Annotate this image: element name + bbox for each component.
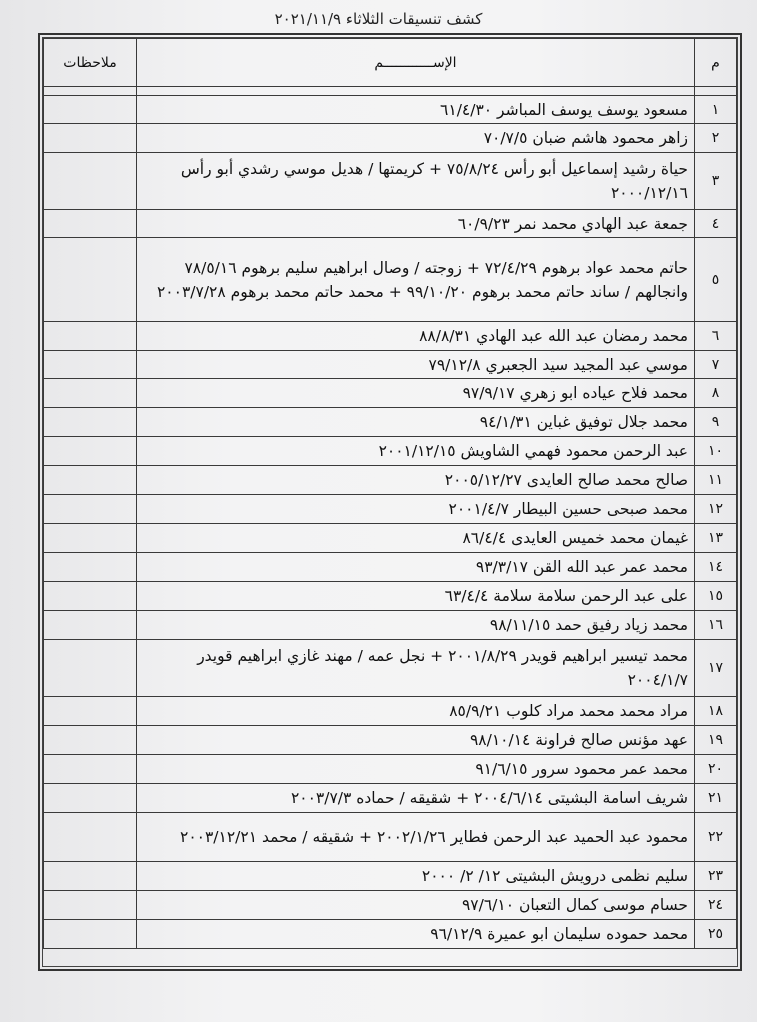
table-row — [44, 124, 737, 153]
row-name: محمد جلال توفيق غباين ٩٤/١/٣١ — [137, 408, 695, 437]
row-number: ٢٥ — [695, 920, 737, 949]
table-row — [44, 322, 737, 351]
row-number: ١٧ — [695, 640, 737, 697]
row-notes — [44, 553, 137, 582]
row-name: موسي عبد المجيد سيد الجعبري ٧٩/١٢/٨ — [137, 351, 695, 379]
row-notes — [44, 726, 137, 755]
row-notes — [44, 640, 137, 697]
row-notes — [44, 862, 137, 891]
row-notes — [44, 755, 137, 784]
row-number: ٨ — [695, 379, 737, 408]
table-row — [44, 862, 737, 891]
row-notes — [44, 813, 137, 862]
row-number: ١١ — [695, 466, 737, 495]
row-number: ٤ — [695, 210, 737, 238]
row-name: محمد حموده سليمان ابو عميرة ٩٦/١٢/٩ — [137, 920, 695, 949]
table-row — [44, 640, 737, 697]
row-name: عبد الرحمن محمود فهمي الشاويش ٢٠٠١/١٢/١٥ — [137, 437, 695, 466]
row-notes — [44, 210, 137, 238]
row-name: محمد صبحى حسين البيطار ٢٠٠١/٤/٧ — [137, 495, 695, 524]
row-number: ٢ — [695, 124, 737, 153]
row-number: ٣ — [695, 153, 737, 210]
row-name: محمد تيسير ابراهيم قويدر ٢٠٠١/٨/٢٩ + نجل عمه / مهند غازي ابراهيم قويدر ٢٠٠٤/١/٧ — [137, 640, 695, 697]
table-row — [44, 920, 737, 949]
table-row — [44, 153, 737, 210]
row-name: محمد عمر عبد الله القن ٩٣/٣/١٧ — [137, 553, 695, 582]
row-notes — [44, 611, 137, 640]
table-row — [44, 697, 737, 726]
row-notes — [44, 466, 137, 495]
header-spacer-row — [44, 87, 737, 96]
row-number: ٢٤ — [695, 891, 737, 920]
row-notes — [44, 437, 137, 466]
row-name: على عبد الرحمن سلامة سلامة ٦٣/٤/٤ — [137, 582, 695, 611]
row-name: محمد رمضان عبد الله عبد الهادي ٨٨/٨/٣١ — [137, 322, 695, 351]
table-row — [44, 813, 737, 862]
row-notes — [44, 153, 137, 210]
row-number: ٢٣ — [695, 862, 737, 891]
row-number: ١٥ — [695, 582, 737, 611]
table-row — [44, 408, 737, 437]
row-number: ٥ — [695, 238, 737, 322]
row-name: غيمان محمد خميس العايدى ٨٦/٤/٤ — [137, 524, 695, 553]
header-name-label: الإســــــــــــم — [374, 54, 457, 71]
row-number: ٢٠ — [695, 755, 737, 784]
row-name: زاهر محمود هاشم ضبان ٧٠/٧/٥ — [137, 124, 695, 153]
row-number: ٦ — [695, 322, 737, 351]
row-name: محمد زياد رفيق حمد ٩٨/١١/١٥ — [137, 611, 695, 640]
row-notes — [44, 524, 137, 553]
row-notes — [44, 322, 137, 351]
row-notes — [44, 124, 137, 153]
row-name: حاتم محمد عواد برهوم ٧٢/٤/٢٩ + زوجته / وصال ابراهيم سليم برهوم ٧٨/٥/١٦ وانجالهم / ساند حاتم محمد برهوم ٩٩/١٠/٢٠ + محمد حاتم محمد برهوم ٢٠٠٣/٧/٢٨ — [137, 238, 695, 322]
row-name: شريف اسامة البشيتى ٢٠٠٤/٦/١٤ + شقيقه / حماده ٢٠٠٣/٧/٣ — [137, 784, 695, 813]
row-notes — [44, 238, 137, 322]
row-number: ١٢ — [695, 495, 737, 524]
table-row — [44, 582, 737, 611]
row-name: محمود عبد الحميد عبد الرحمن فطاير ٢٠٠٢/١/٢٦ + شقيقه / محمد ٢٠٠٣/١٢/٢١ — [137, 813, 695, 862]
row-notes — [44, 379, 137, 408]
row-name: محمد عمر محمود سرور ٩١/٦/١٥ — [137, 755, 695, 784]
row-number: ١٠ — [695, 437, 737, 466]
header-number: م — [695, 39, 737, 87]
header-name — [137, 39, 695, 87]
names-table — [43, 38, 737, 949]
table-row — [44, 755, 737, 784]
list-sheet — [38, 33, 742, 971]
table-row — [44, 466, 737, 495]
row-name: صالح محمد صالح العايدى ٢٠٠٥/١٢/٢٧ — [137, 466, 695, 495]
table-row — [44, 495, 737, 524]
row-name: مسعود يوسف يوسف المباشر ٦١/٤/٣٠ — [137, 96, 695, 124]
table-row — [44, 238, 737, 322]
row-number: ١٨ — [695, 697, 737, 726]
row-number: ٢٢ — [695, 813, 737, 862]
row-name: مراد محمد محمد مراد كلوب ٨٥/٩/٢١ — [137, 697, 695, 726]
table-row — [44, 96, 737, 124]
row-number: ١٤ — [695, 553, 737, 582]
row-notes — [44, 920, 137, 949]
row-number: ٢١ — [695, 784, 737, 813]
header-notes: ملاحظات — [44, 39, 137, 87]
table-row — [44, 437, 737, 466]
row-notes — [44, 96, 137, 124]
table-row — [44, 379, 737, 408]
row-name: عهد مؤنس صالح فراونة ٩٨/١٠/١٤ — [137, 726, 695, 755]
row-name: جمعة عبد الهادي محمد نمر ٦٠/٩/٢٣ — [137, 210, 695, 238]
table-row — [44, 726, 737, 755]
row-number: ٩ — [695, 408, 737, 437]
table-row — [44, 553, 737, 582]
row-notes — [44, 697, 137, 726]
table-row — [44, 210, 737, 238]
row-notes — [44, 408, 137, 437]
table-row — [44, 784, 737, 813]
row-number: ٧ — [695, 351, 737, 379]
row-number: ١٩ — [695, 726, 737, 755]
row-name: سليم نظمى درويش البشيتى ١٢/ ٢/ ٢٠٠٠ — [137, 862, 695, 891]
row-notes — [44, 582, 137, 611]
row-notes — [44, 784, 137, 813]
row-name: محمد فلاح عياده ابو زهري ٩٧/٩/١٧ — [137, 379, 695, 408]
row-number: ١٦ — [695, 611, 737, 640]
row-name: حسام موسى كمال التعبان ٩٧/٦/١٠ — [137, 891, 695, 920]
table-header-row — [44, 39, 737, 87]
table-row — [44, 524, 737, 553]
row-notes — [44, 351, 137, 379]
row-number: ١٣ — [695, 524, 737, 553]
table-row — [44, 891, 737, 920]
row-notes — [44, 495, 137, 524]
page-title: كشف تنسيقات الثلاثاء ٢٠٢١/١١/٩ — [274, 10, 483, 28]
row-name: حياة رشيد إسماعيل أبو رأس ٧٥/٨/٢٤ + كريمتها / هديل موسي رشدي أبو رأس ٢٠٠٠/١٢/١٦ — [137, 153, 695, 210]
row-notes — [44, 891, 137, 920]
table-row — [44, 611, 737, 640]
table-row — [44, 351, 737, 379]
row-number: ١ — [695, 96, 737, 124]
